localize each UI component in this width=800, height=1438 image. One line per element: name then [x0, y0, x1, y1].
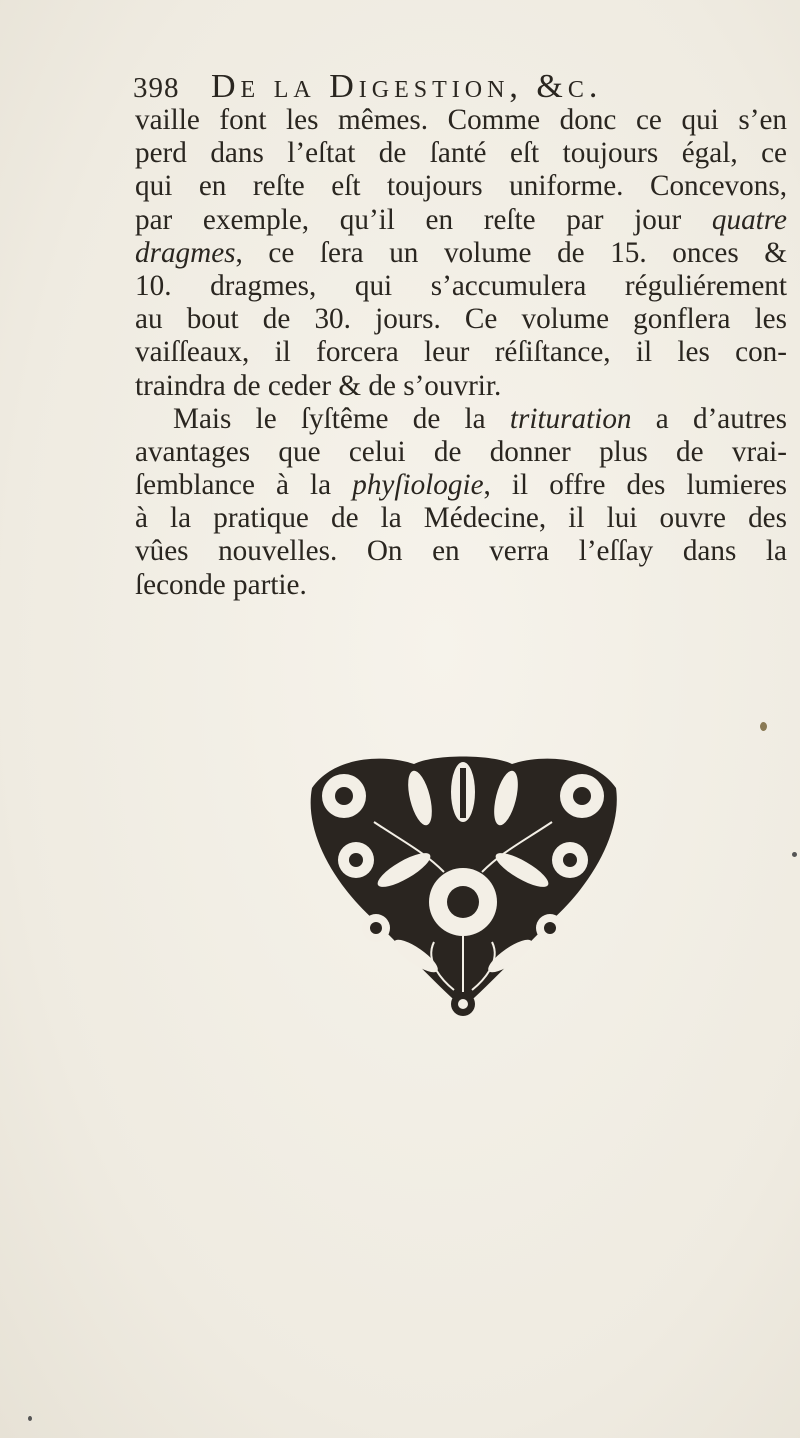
italic-term: trituration: [509, 402, 632, 435]
paper-spot: [760, 722, 767, 731]
text-run: avantages que celui de donner plus de vrai-: [135, 435, 787, 468]
text-line: [135, 204, 787, 237]
body-text: [135, 104, 787, 602]
text-run: a d’autres: [631, 402, 787, 435]
floral-tailpiece-icon: [304, 752, 622, 1020]
text-run: qui en reſte eſt toujours uniforme. Concevons,: [135, 170, 787, 203]
text-run: 10. dragmes, qui s’accumulera réguliérement: [135, 269, 787, 302]
text-run: à la pratique de la Médecine, il lui ouvre des: [135, 502, 787, 535]
text-line: [135, 403, 787, 436]
text-line: [135, 170, 787, 203]
text-run: traindra de ceder & de s’ouvrir.: [135, 369, 502, 402]
text-line: [135, 104, 787, 137]
text-run: , il offre des lumieres: [483, 469, 788, 502]
text-run: par exemple, qu’il en reſte par jour: [135, 203, 712, 236]
text-line: [135, 535, 787, 568]
text-run: vaiſſeaux, il forcera leur réſiſtance, il les con-: [135, 336, 787, 369]
text-run: perd dans l’eſtat de ſanté eſt toujours égal, ce: [135, 137, 787, 170]
text-line: [135, 502, 787, 535]
text-run: ſemblance à la: [135, 469, 353, 502]
italic-term: quatre: [711, 203, 787, 236]
text-run: ſeconde partie.: [135, 568, 307, 601]
italic-term: dragmes: [135, 236, 236, 269]
text-line: [135, 436, 787, 469]
text-line: [135, 137, 787, 170]
text-line: [135, 270, 787, 303]
text-line: [135, 336, 787, 369]
text-line: [135, 469, 787, 502]
text-run: au bout de 30. jours. Ce volume gonflera les: [135, 303, 787, 336]
text-line: [135, 303, 787, 336]
text-run: vûes nouvelles. On en verra l’eſſay dans la: [135, 535, 787, 568]
text-run: Mais le ſyſtême de la: [173, 402, 510, 435]
text-run: , ce ſera un volume de 15. onces &: [235, 236, 787, 269]
running-title: De la Digestion, &c.: [211, 68, 603, 105]
text-line: [135, 237, 787, 270]
italic-term: phyſiologie: [352, 469, 484, 502]
text-run: vaille font les mêmes. Comme donc ce qui s’en: [135, 104, 787, 136]
text-line: [135, 569, 787, 602]
paper-spot: [28, 1416, 32, 1421]
paper-spot: [792, 852, 797, 857]
text-line: [135, 370, 787, 403]
page-number: 398: [133, 72, 180, 104]
